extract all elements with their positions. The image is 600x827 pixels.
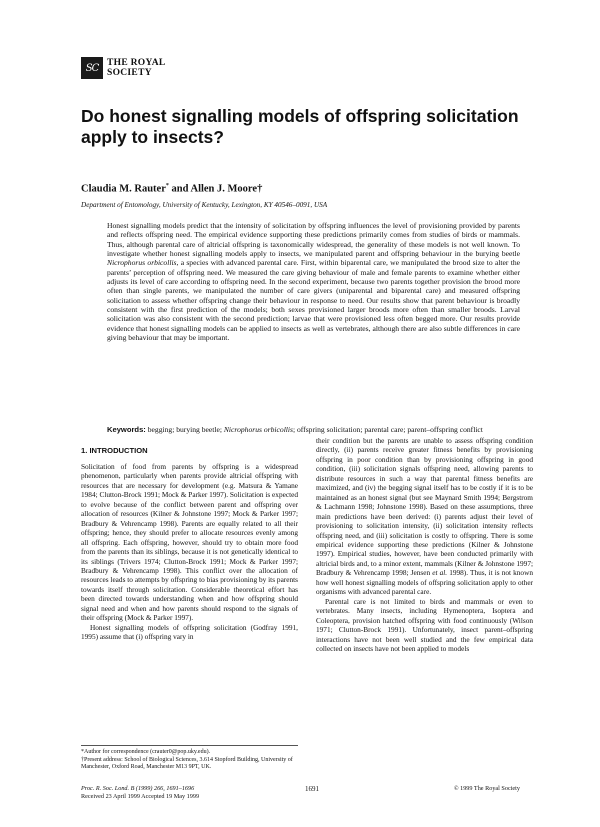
author-1-mark: * <box>165 183 169 189</box>
keyword-species: Nicrophorus orbicollis <box>223 425 293 434</box>
paragraph: Honest signalling models of offspring solicitation (Godfray 1991, 1995) assume that (i) offspring vary in <box>81 622 298 642</box>
received-dates: Received 23 April 1999 Accepted 19 May 1999 <box>81 793 200 800</box>
paper-title: Do honest signalling models of offspring solicitation apply to insects? <box>81 106 519 147</box>
footnote-present-address: †Present address: School of Biological Sciences, 3.614 Stopford Building, University of Manchester, Oxford Road, Manchester M13 9PT, UK. <box>81 756 293 771</box>
keywords: Keywords: begging; burying beetle; Nicrophorus orbicollis; offspring solicitation; parental care; parent–offspring conflict <box>107 425 483 434</box>
journal-citation: Proc. R. Soc. Lond. B (1999) 266, 1691–1696 <box>81 785 195 792</box>
species-name: Nicrophorus orbicollis <box>107 258 177 268</box>
right-column <box>316 436 533 653</box>
royal-society-logo <box>81 57 166 79</box>
paragraph: Solicitation of food from parents by offspring is a widespread phenomenon, particularly when parents provide altricial offspring with resources that are necessary for development (e.g. Matsura & Yamane 1984; Clutton-Brock 1991; Mock & Parker 1997). Solicitation is expected to evolve because of the conflict between parent and offspring over allocation of resources (Kilner & Johnstone 1997; Mock & Parker 1997; Bradbury & Vehrencamp 1998). Parents are equally related to all their offspring; hence, they should prefer to allocate resources evenly among all offspring. Each offspring, however, should try to obtain more food from the parents than its siblings, because it is not genetically identical to its siblings (Trivers 1974; Clutton-Brock 1991; Mock & Parker 1997; Bradbury & Vehrencamp 1998). This conflict over the allocation of resources leads to attempts by offspring to bias provisioning by its parents towards itself through solicitation. Considerable theoretical effort has been directed towards understanding when and how offspring should signal need and when and how parents should respond to the signals of their offspring (Mock & Parker 1997). <box>81 462 298 623</box>
keywords-label: Keywords: <box>107 425 146 434</box>
abstract: Honest signalling models predict that the intensity of solicitation by offspring influences the level of provisioning provided by parents and reflects offspring need. The empirical evidence supporting these predictions primarily comes from studies of birds or mammals. Thus, although parental care of altricial offspring is taxonomically widespread, the generality of these models is not well known. To investigate whether honest signalling models apply to insects, we manipulated parent and offspring behaviour in the burying beetle Nicrophorus orbicollis, a species with advanced parental care. First, within biparental care, we manipulated the brood size to alter the parents’ perception of offspring need. We measured the care giving behaviour of male and female parents to examine whether either adjusts its level of care according to offspring need. In the second experiment, because two parents together provision the brood more often than single parents, we manipulated the number of care givers (uniparental and biparental care) and measured offspring solicitation to assess whether offspring change their behaviour in response to need. Our results show that parent behaviour is broadly consistent with the first prediction of the models; both sexes provisioned larger broods more often than smaller broods. Larval solicitation was also consistent with the second prediction; larvae that were provisioned less often begged more. Our results provide evidence that honest signalling models can be applied to insects as well as vertebrates, although there are also subtle differences in care giving behaviour that may be important. <box>107 221 520 343</box>
paragraph: Parental care is not limited to birds and mammals or even to vertebrates. Many insects, including Hymenoptera, Isoptera and Coleoptera, provision hatched offspring with food continuously (Wilson 1971; Clutton-Brock 1991). Unfortunately, insect parent–offspring interactions have not been well studied and the few empirical data collected on insects have not been applied to models <box>316 596 533 653</box>
copyright: © 1999 The Royal Society <box>453 785 520 792</box>
left-column <box>81 446 298 642</box>
publisher-name: THE ROYAL SOCIETY <box>107 58 166 78</box>
footnote-correspondence: *Author for correspondence (crauter0@pop.uky.edu). <box>81 749 211 755</box>
author-1: Claudia M. Rauter <box>81 183 166 195</box>
author-line: Claudia M. Rauter* and Allen J. Moore† <box>81 183 263 195</box>
royal-society-mark-icon: SC <box>81 57 103 79</box>
author-2-mark: † <box>257 183 263 195</box>
page-number: 1691 <box>305 785 319 793</box>
affiliation: Department of Entomology, University of Kentucky, Lexington, KY 40546–0091, USA <box>81 201 328 209</box>
author-2: Allen J. Moore <box>190 183 258 195</box>
paragraph: their condition but the parents are unable to assess offspring condition directly, (ii) parents receive greater fitness benefits by provisioning offspring in poor condition than by provisioning offspring in good condition, (iii) solicitation signals offspring need, allowing parents to distribute resources in such a way that parental fitness benefits are maximized, and (iv) the begging signal itself has to be costly if it is to be maintained as an honest signal (but see Maynard Smith 1994; Bergstrom & Lachmann 1998; Johnstone 1998). Based on these assumptions, three main predictions have been derived: (i) parents adjust their level of provisioning to solicitation intensity, (ii) solicitation intensity reflects offspring need, and (iii) solicitation is costly to offspring. There is some empirical evidence supporting these predictions (Kilner & Johnstone 1997). Empirical studies, however, have been conducted primarily with altricial birds and, to a minor extent, mammals (Kilner & Johnstone 1997; Bradbury & Vehrencamp 1998; Jensen et al. 1998). Thus, it is not known how well honest signalling models of offspring solicitation apply to other organisms with advanced parental care. <box>316 436 534 597</box>
section-heading-introduction: 1. INTRODUCTION <box>81 446 148 455</box>
footnotes <box>81 745 298 772</box>
